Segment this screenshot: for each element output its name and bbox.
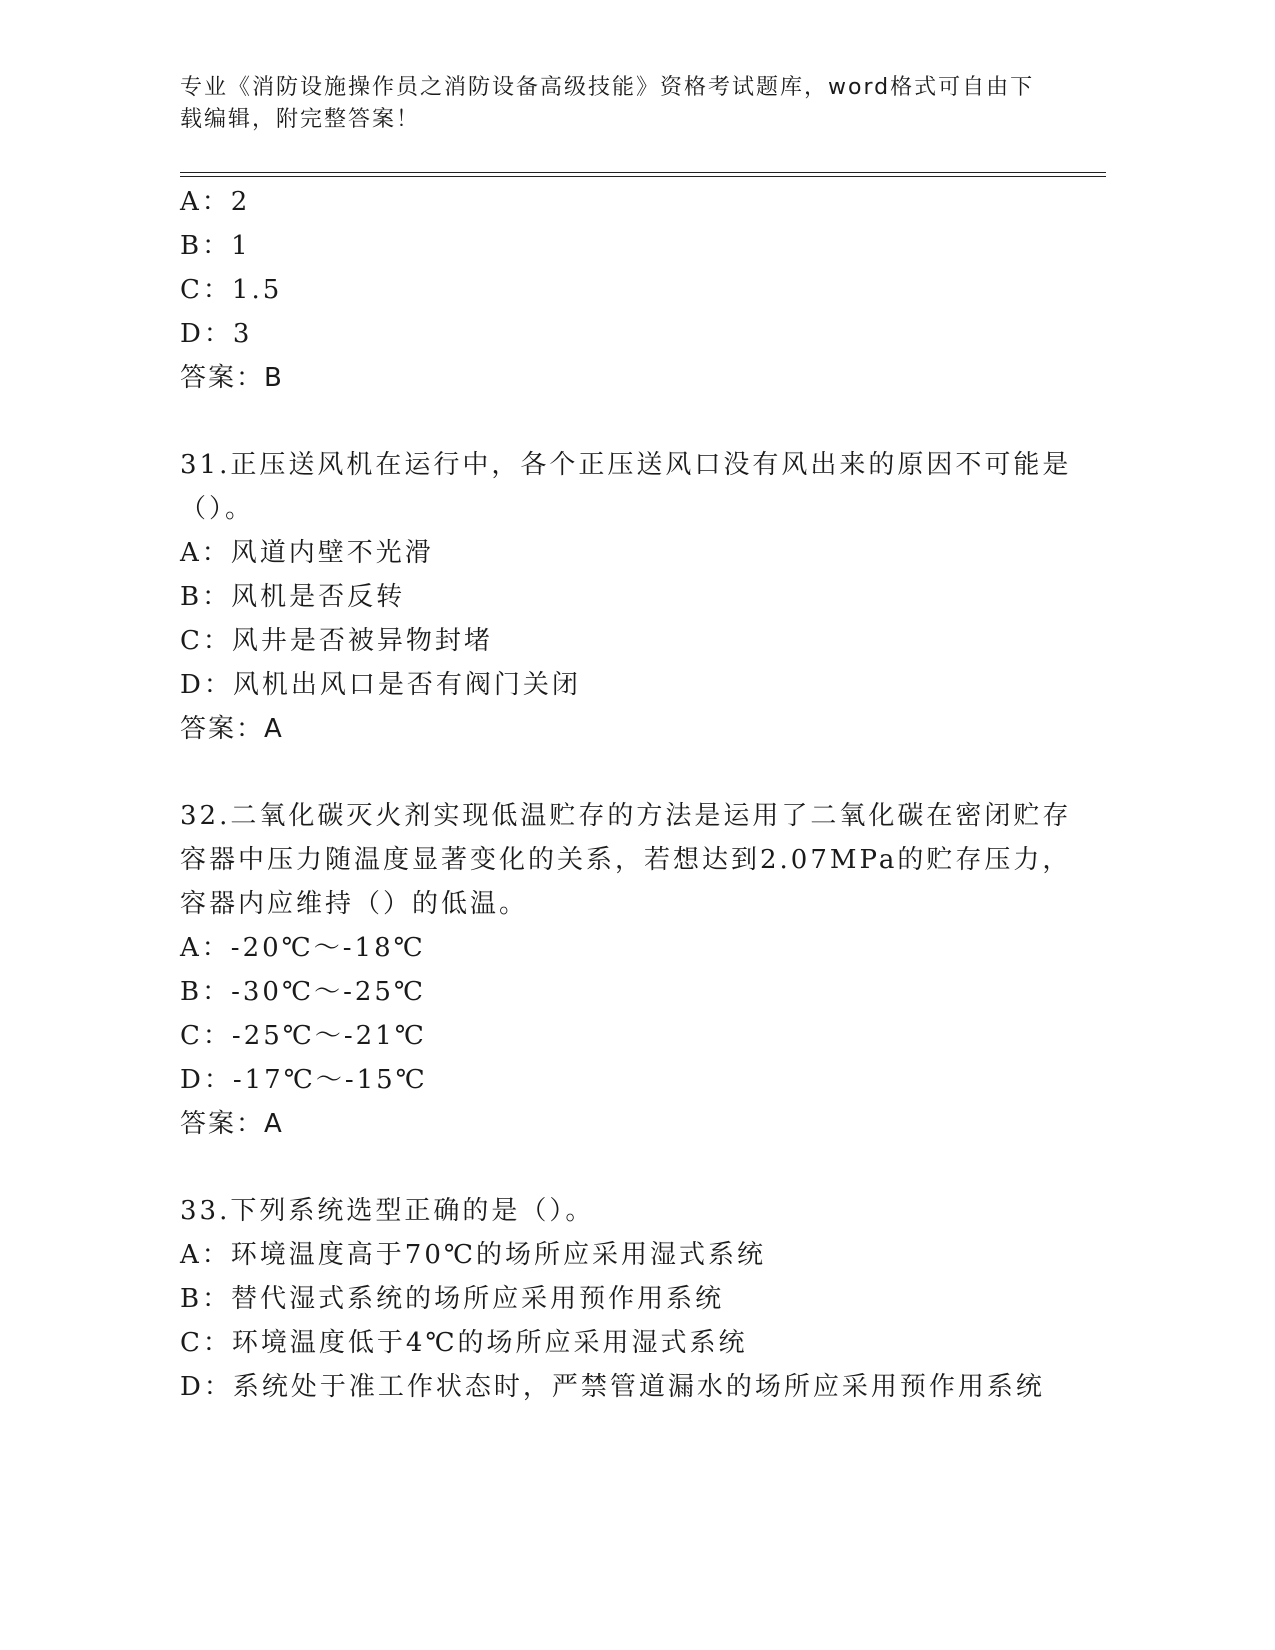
header-line-2: 载编辑，附完整答案！ bbox=[180, 107, 421, 132]
option-d: D：系统处于准工作状态时，严禁管道漏水的场所应采用预作用系统 bbox=[180, 1372, 1045, 1402]
prev-question-answer: 答案：B bbox=[180, 363, 284, 393]
option-b: B：-30℃～-25℃ bbox=[180, 977, 427, 1007]
question-31 bbox=[180, 443, 1080, 751]
option-a: A：风道内壁不光滑 bbox=[180, 538, 434, 568]
option-c: C：-25℃～-21℃ bbox=[180, 1021, 427, 1051]
question-content bbox=[180, 180, 1080, 1409]
option-b: B：替代湿式系统的场所应采用预作用系统 bbox=[180, 1284, 725, 1314]
header-divider-top bbox=[180, 172, 1106, 173]
option-a: A：-20℃～-18℃ bbox=[180, 933, 426, 963]
header-divider-bottom bbox=[180, 176, 1106, 177]
option-b: B：1 bbox=[180, 231, 251, 261]
option-b: B：风机是否反转 bbox=[180, 582, 406, 612]
option-c: C：环境温度低于4℃的场所应采用湿式系统 bbox=[180, 1328, 748, 1358]
option-d: D：-17℃～-15℃ bbox=[180, 1065, 428, 1095]
question-32 bbox=[180, 794, 1080, 1146]
option-a: A：环境温度高于70℃的场所应采用湿式系统 bbox=[180, 1240, 766, 1270]
document-header bbox=[180, 72, 1060, 136]
question-33 bbox=[180, 1189, 1080, 1409]
question-31-answer: 答案：A bbox=[180, 714, 284, 744]
header-line-1: 专业《消防设施操作员之消防设备高级技能》资格考试题库，word格式可自由下 bbox=[180, 75, 1035, 100]
question-31-text: 31.正压送风机在运行中，各个正压送风口没有风出来的原因不可能是 （）。 bbox=[180, 450, 1072, 524]
option-a: A：2 bbox=[180, 187, 251, 217]
question-32-answer: 答案：A bbox=[180, 1109, 284, 1139]
question-33-text: 33.下列系统选型正确的是（）。 bbox=[180, 1196, 595, 1226]
question-32-text: 32.二氧化碳灭火剂实现低温贮存的方法是运用了二氧化碳在密闭贮存 容器中压力随温度显著变化的关系，若想达到2.07MPa的贮存压力， 容器内应维持（）的低温。 bbox=[180, 801, 1072, 919]
option-c: C：风井是否被异物封堵 bbox=[180, 626, 493, 656]
option-d: D：3 bbox=[180, 319, 253, 349]
prev-question-options bbox=[180, 180, 1080, 356]
option-c: C：1.5 bbox=[180, 275, 283, 305]
option-d: D：风机出风口是否有阀门关闭 bbox=[180, 670, 581, 700]
